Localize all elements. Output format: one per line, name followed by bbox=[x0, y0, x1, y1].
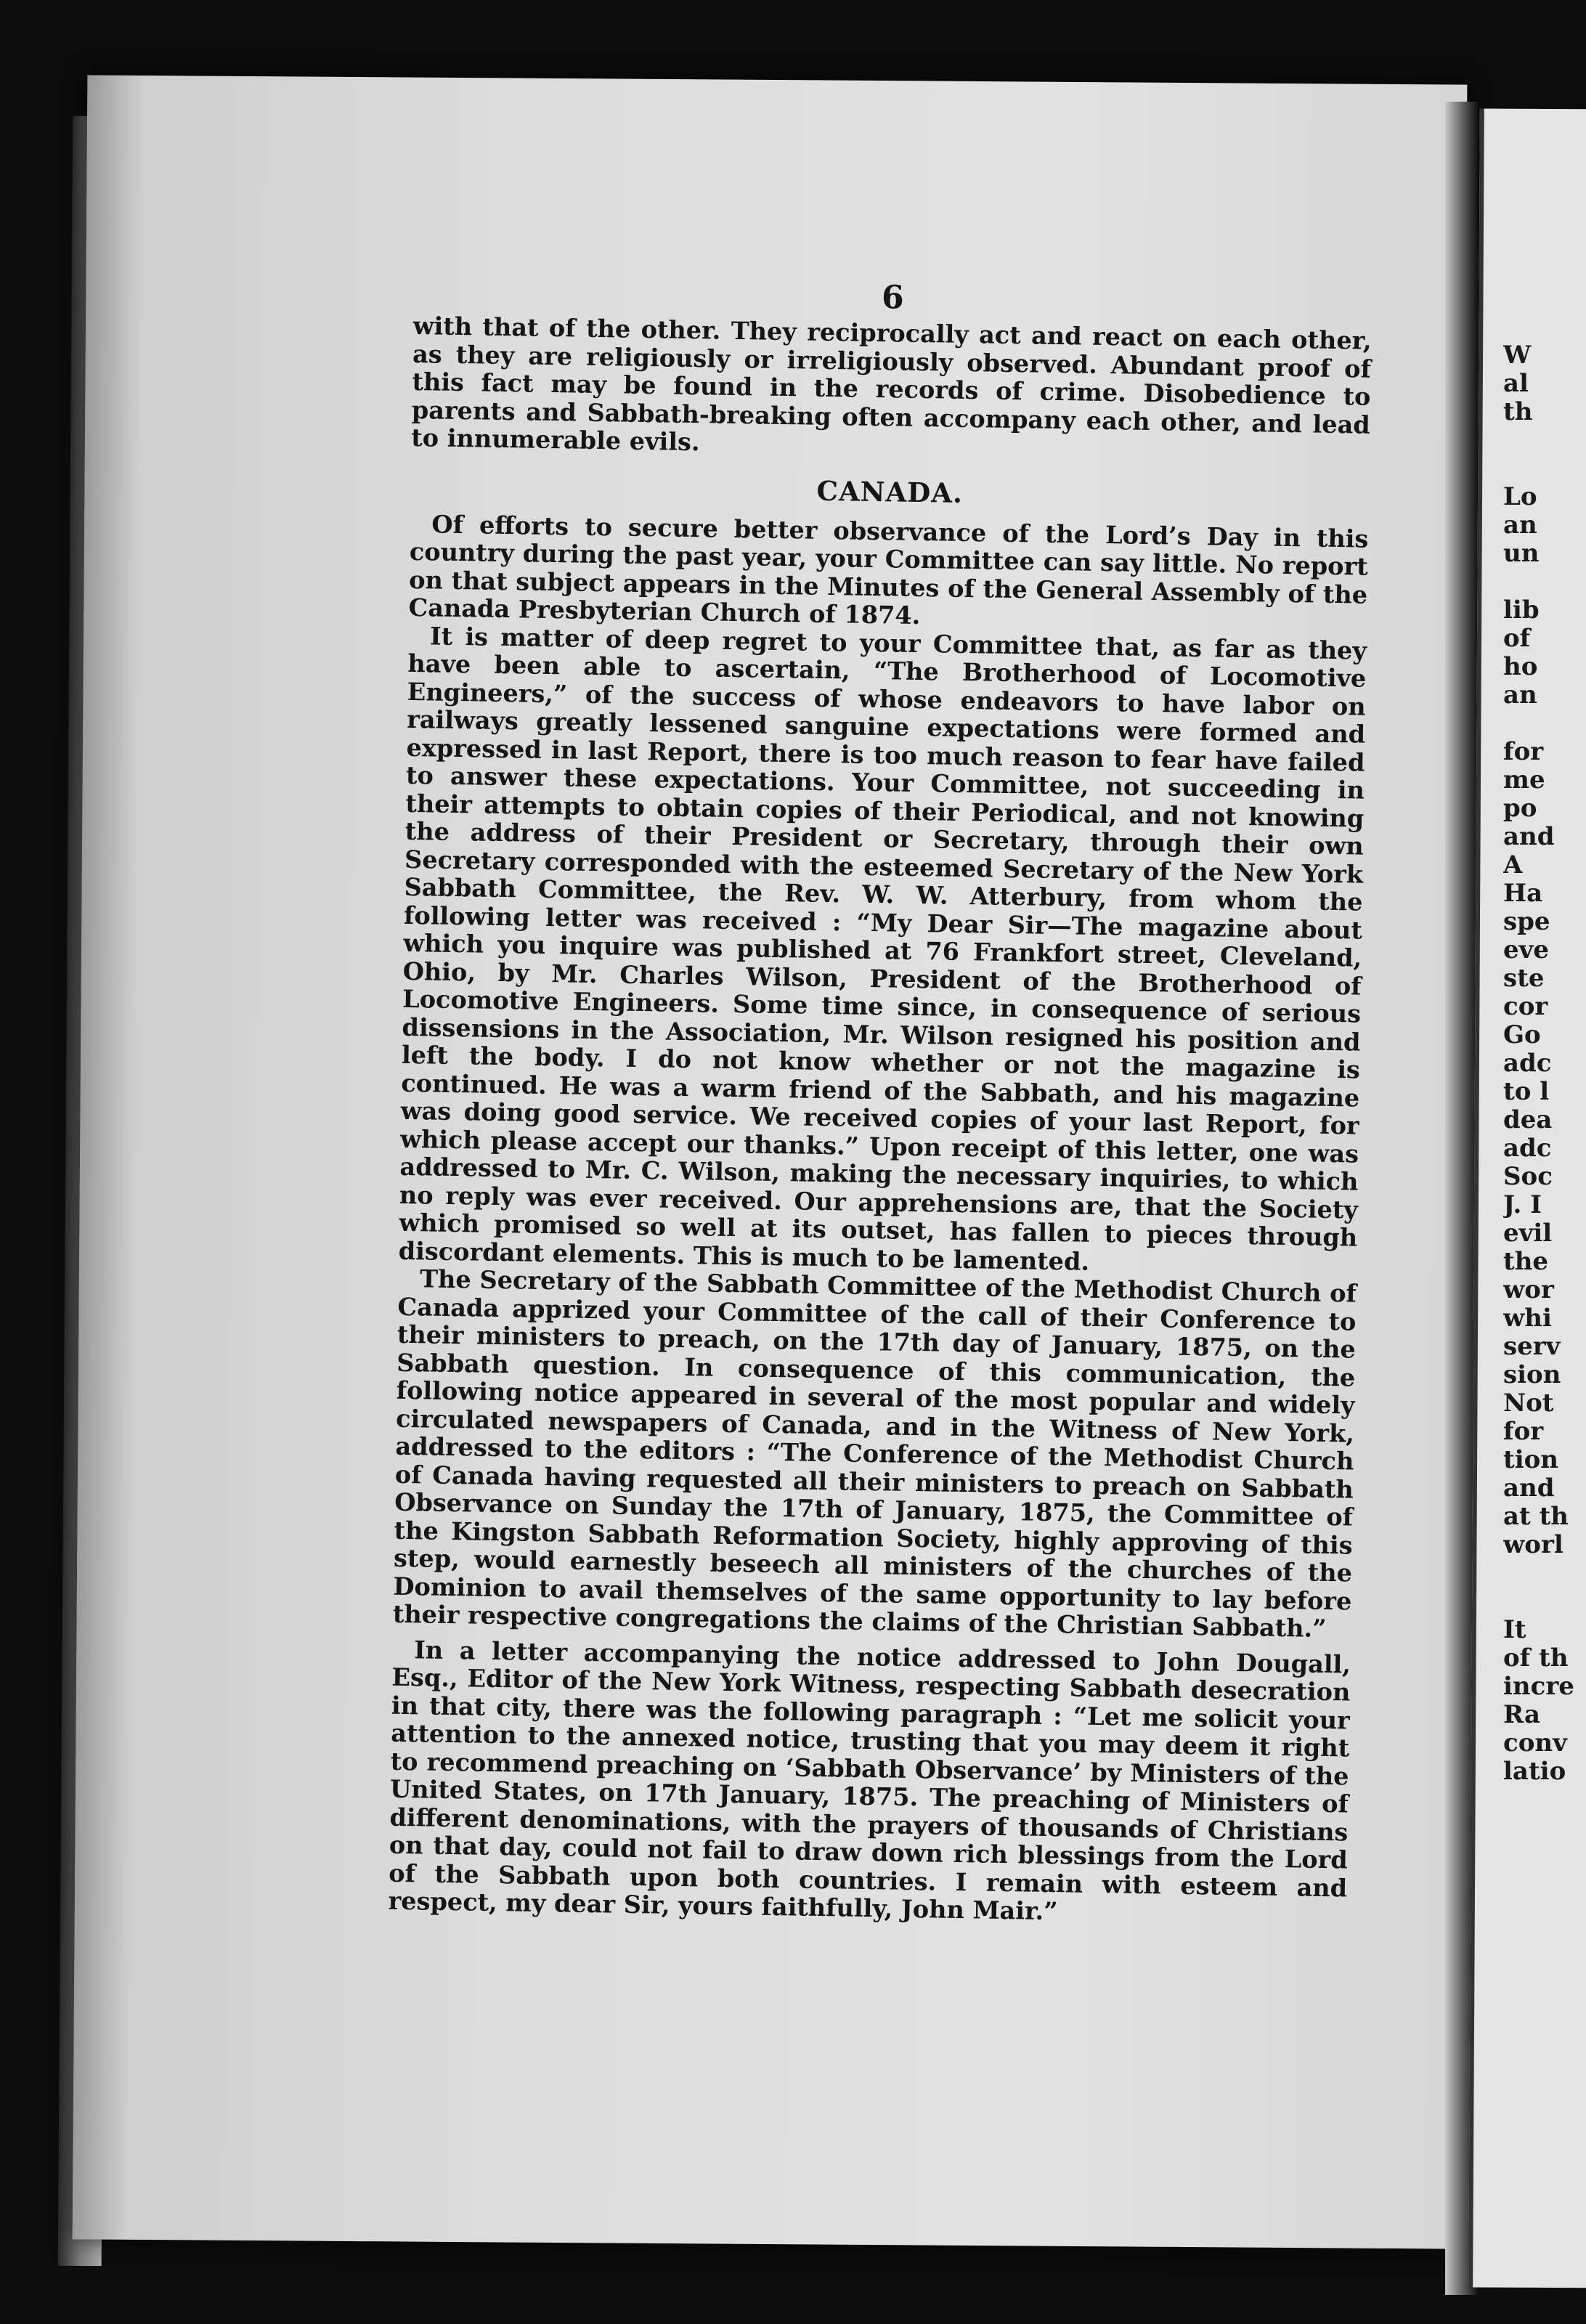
page-number: 6 bbox=[881, 279, 905, 317]
facing-page-fragment-line: Soc bbox=[1503, 1163, 1553, 1191]
facing-page-fragment-line: th bbox=[1503, 398, 1533, 426]
facing-page-fragment-line: It bbox=[1503, 1616, 1526, 1644]
facing-page-fragment-line: Not bbox=[1503, 1389, 1554, 1418]
facing-page-fragment-line: worl bbox=[1503, 1531, 1563, 1559]
facing-page-fragment-line: adc bbox=[1503, 1049, 1552, 1078]
facing-page-fragment-line: for bbox=[1503, 1418, 1544, 1446]
facing-page-fragment-line: conv bbox=[1503, 1729, 1567, 1758]
facing-page-fragment-line: ho bbox=[1503, 653, 1538, 681]
facing-page-fragment-line: to l bbox=[1503, 1078, 1550, 1106]
page-text-block bbox=[388, 269, 1372, 1930]
facing-page-fragment-line: J. I bbox=[1503, 1191, 1542, 1219]
facing-page-fragment-line: me bbox=[1503, 766, 1545, 795]
facing-page-fragment-line: Ra bbox=[1503, 1701, 1541, 1729]
facing-page-fragment-line: an bbox=[1503, 511, 1537, 540]
facing-page-fragment-line bbox=[1503, 426, 1586, 455]
facing-page-fragment-line: un bbox=[1503, 540, 1540, 568]
facing-page-fragment-line: serv bbox=[1503, 1333, 1561, 1361]
facing-page-fragment-line: eve bbox=[1503, 936, 1550, 964]
facing-page-fragment-line: Go bbox=[1503, 1021, 1541, 1049]
facing-page-fragment-line bbox=[1503, 455, 1586, 483]
facing-page-fragment-line: ste bbox=[1503, 964, 1545, 993]
paragraph-efforts: Of efforts to secure better observance of the Lord’s Day in this country during the past year, your Committee can say little. No report on that subject appears in the Minutes of the General Assembly of the Canada Presbyterian Church of 1874. bbox=[408, 509, 1369, 630]
facing-page-fragment-line: and bbox=[1503, 1474, 1555, 1503]
facing-page-fragment-line bbox=[1503, 1588, 1586, 1616]
facing-page-fragment-line: tion bbox=[1503, 1446, 1559, 1474]
facing-page-fragment-line: Ha bbox=[1503, 879, 1543, 908]
facing-page-fragment-line: an bbox=[1503, 681, 1537, 710]
facing-page-fragment-line: of th bbox=[1503, 1644, 1569, 1673]
facing-page-fragment-line: Lo bbox=[1503, 483, 1537, 511]
paragraph-continuation: with that of the other. They reciprocally act and react on each other, as they are religiously or irreligiously observed. Abundant proof of this fact may be found in the records of crime. Disobedience to parents and Sabbath-breaking often accompany each other, and lead to innumerable evils. bbox=[411, 311, 1372, 457]
facing-page-fragment-line bbox=[1503, 1559, 1586, 1588]
paragraph-brotherhood: It is matter of deep regret to your Committee that, as far as they have been able to ascertain, “The Brotherhood of Locomotive Engineers,” of the success of whose endeavors to have labor on railways greatly lessened sanguine expectations were formed and expressed in last Report, there is too much reason to fear have failed to answer these expectations. Your Committee, not succeeding in their attempts to obtain copies of their Periodical, and not knowing the address of their President or Secretary, through their own Secretary corresponded with the esteemed Secretary of the New York Sabbath Committee, the Rev. W. W. Atterbury, from whom the following letter was received : “My Dear Sir—The magazine about which you inquire was published at 76 Frankfort street, Cleveland, Ohio, by Mr. Charles Wilson, President of the Brotherhood of Locomotive Engineers. Some time since, in consequence of serious dissensions in the Association, Mr. Wilson resigned his position and left the body. I do not know whether or not the magazine is continued. He was a warm friend of the Sabbath, and his magazine was doing good service. We received copies of your last Report, for which please accept our thanks.” Upon receipt of this letter, one was addressed to Mr. C. Wilson, making the necessary inquiries, to which no reply was ever received. Our apprehensions are, that the Society which promised so well at its outset, has fallen to pieces through discordant elements. This is much to be lamented. bbox=[398, 621, 1367, 1276]
facing-page-fragment-line: latio bbox=[1503, 1758, 1566, 1786]
facing-page-fragment-line: of bbox=[1503, 625, 1531, 653]
facing-page-fragment-line: dea bbox=[1503, 1106, 1553, 1134]
facing-page-fragment-line: cor bbox=[1503, 993, 1548, 1021]
paragraph-letter: In a letter accompanying the notice addressed to John Dougall, Esq., Editor of the New York Witness, respecting Sabbath desecration in that city, there was the following paragraph : “Let me solicit your attention to the annexed notice, trusting that you may deem it right to recommend preaching on ‘Sabbath Observance’ by Ministers of the United States, on 17th January, 1875. The preaching of Ministers of different denominations, with the prayers of thousands of Christians on that day, could not fail to draw down rich blessings from the Lord of the Sabbath upon both countries. I remain with esteem and respect, my dear Sir, yours faithfully, John Mair.” bbox=[388, 1635, 1351, 1926]
facing-page-fragment-line: wor bbox=[1503, 1276, 1554, 1304]
section-heading: CANADA. bbox=[816, 474, 964, 509]
facing-page-fragment-line bbox=[1503, 568, 1586, 596]
facing-page-fragment-line: evil bbox=[1503, 1219, 1553, 1248]
facing-page-fragment-line: at th bbox=[1503, 1503, 1569, 1531]
facing-page-fragment-line: po bbox=[1503, 795, 1537, 823]
facing-page-fragment-line: sion bbox=[1503, 1361, 1561, 1389]
facing-page-fragment-line: and bbox=[1503, 823, 1555, 851]
facing-page-fragment-line: al bbox=[1503, 370, 1529, 398]
facing-page-fragments bbox=[1503, 341, 1586, 1786]
paragraph-methodist: The Secretary of the Sabbath Committee of the Methodist Church of Canada apprized your Committee of the call of their Conference to their ministers to preach, on the 17th day of January, 1875, on the Sabbath question. In consequence of this communication, the following notice appeared in several of the most popular and widely circulated newspapers of Canada, and in the Witness of New York, addressed to the editors : “The Conference of the Methodist Church of Canada having requested all their ministers to preach on Sabbath Observance on Sunday the 17th of January, 1875, the Committee of the Kingston Sabbath Reformation Society, highly approving of this step, would earnestly beseech all ministers of the churches of the Dominion to avail themselves of the same opportunity to lay before their respective congregations the claims of the Christian Sabbath.” bbox=[392, 1264, 1357, 1643]
facing-page-fragment-line: incre bbox=[1503, 1673, 1574, 1701]
facing-page-fragment-line: adc bbox=[1503, 1134, 1552, 1163]
facing-page-fragment-line: the bbox=[1503, 1248, 1549, 1276]
facing-page-fragment-line: whi bbox=[1503, 1304, 1552, 1333]
facing-page-fragment-line bbox=[1503, 710, 1586, 738]
facing-page-fragment-line: for bbox=[1503, 738, 1544, 766]
facing-page-fragment-line: spe bbox=[1503, 908, 1550, 936]
facing-page-fragment-line: W bbox=[1503, 341, 1532, 370]
facing-page-fragment-line: lib bbox=[1503, 596, 1540, 625]
facing-page-fragment-line: A bbox=[1503, 851, 1523, 879]
